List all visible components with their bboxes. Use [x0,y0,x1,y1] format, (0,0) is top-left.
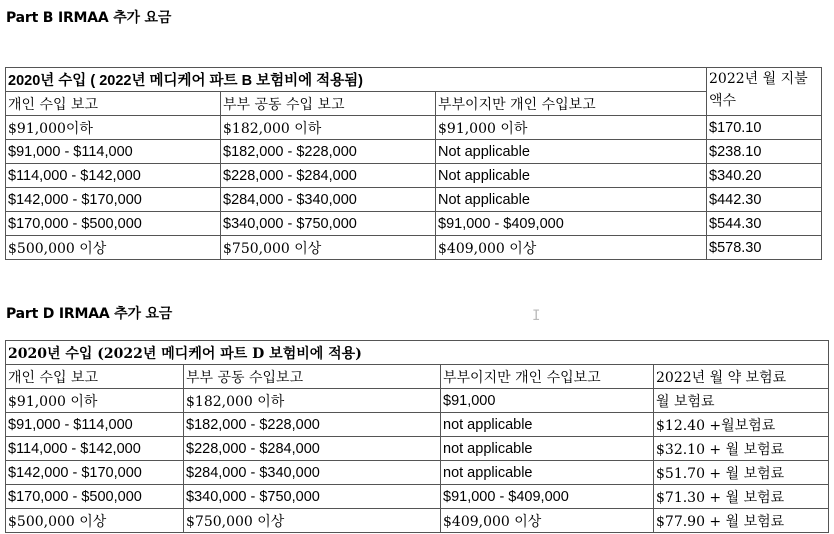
table-cell: $228,000 - $284,000 [184,437,441,461]
table-cell: $12.40 +월보험료 [654,413,829,437]
table-cell: $91,000 이하 [436,116,707,140]
table-cell: $114,000 - $142,000 [6,164,221,188]
table-cell: $500,000 이상 [6,236,221,260]
part-b-table [5,67,822,260]
table-row [6,164,822,188]
table-cell: $170,000 - $500,000 [6,485,184,509]
table-row [6,236,822,260]
table-cell: not applicable [441,437,654,461]
part-b-title: 2020년 수입 ( 2022년 메디케어 파트 B 보험비에 적용됨) [6,68,707,92]
column-header: 개인 수입 보고 [6,92,221,116]
table-cell: $442.30 [707,188,822,212]
table-cell: $750,000 이상 [221,236,436,260]
table-cell: $284,000 - $340,000 [184,461,441,485]
part-d-heading: Part D IRMAA 추가 요금 [6,306,173,322]
table-cell: $170,000 - $500,000 [6,212,221,236]
table-row [6,485,829,509]
part-b-heading: Part B IRMAA 추가 요금 [6,10,172,26]
part-d-table [5,340,829,533]
table-cell: $77.90 + 월 보험료 [654,509,829,533]
column-header-row [6,365,829,389]
column-header: 개인 수입 보고 [6,365,184,389]
table-cell: $182,000 이하 [184,389,441,413]
table-cell: $142,000 - $170,000 [6,461,184,485]
table-cell: $750,000 이상 [184,509,441,533]
column-header: 부부이지만 개인 수입보고 [436,92,707,116]
table-cell: $170.10 [707,116,822,140]
table-cell: $238.10 [707,140,822,164]
column-header-row [6,92,822,116]
table-cell: $284,000 - $340,000 [221,188,436,212]
table-cell: $182,000 이하 [221,116,436,140]
table-cell: $340,000 - $750,000 [184,485,441,509]
table-cell: $91,000 [441,389,654,413]
table-row [6,188,822,212]
table-row [6,116,822,140]
table-row [6,389,829,413]
table-cell: $71.30 + 월 보험료 [654,485,829,509]
table-cell: $340,000 - $750,000 [221,212,436,236]
monthly-payment-header: 2022년 월 지불 액수 [707,68,822,116]
table-cell: $182,000 - $228,000 [184,413,441,437]
table-title-row [6,68,822,92]
table-cell: $544.30 [707,212,822,236]
column-header: 부부 공동 수입 보고 [221,92,436,116]
table-cell: $91,000 이하 [6,389,184,413]
table-cell: Not applicable [436,164,707,188]
table-cell: not applicable [441,413,654,437]
table-cell: $500,000 이상 [6,509,184,533]
table-row [6,461,829,485]
table-cell: $409,000 이상 [436,236,707,260]
table-cell: $182,000 - $228,000 [221,140,436,164]
table-cell: $91,000 - $114,000 [6,413,184,437]
table-row [6,413,829,437]
table-cell: $142,000 - $170,000 [6,188,221,212]
text-cursor-icon: I [532,308,541,324]
table-title-row [6,341,829,365]
table-cell: $228,000 - $284,000 [221,164,436,188]
table-cell: $114,000 - $142,000 [6,437,184,461]
part-d-title: 2020년 수입 (2022년 메디케어 파트 D 보험비에 적용) [6,341,829,365]
table-cell: $578.30 [707,236,822,260]
table-cell: $91,000 - $409,000 [436,212,707,236]
column-header: 2022년 월 약 보험료 [654,365,829,389]
table-row [6,212,822,236]
table-cell: $91,000 - $114,000 [6,140,221,164]
column-header: 부부 공동 수입보고 [184,365,441,389]
table-row [6,437,829,461]
table-cell: $409,000 이상 [441,509,654,533]
table-cell: Not applicable [436,188,707,212]
table-cell: $32.10 + 월 보험료 [654,437,829,461]
table-cell: 월 보험료 [654,389,829,413]
table-cell: Not applicable [436,140,707,164]
table-cell: $91,000 - $409,000 [441,485,654,509]
table-cell: $91,000이하 [6,116,221,140]
table-cell: $340.20 [707,164,822,188]
table-row [6,509,829,533]
table-row [6,140,822,164]
column-header: 부부이지만 개인 수입보고 [441,365,654,389]
table-cell: not applicable [441,461,654,485]
table-cell: $51.70 + 월 보험료 [654,461,829,485]
